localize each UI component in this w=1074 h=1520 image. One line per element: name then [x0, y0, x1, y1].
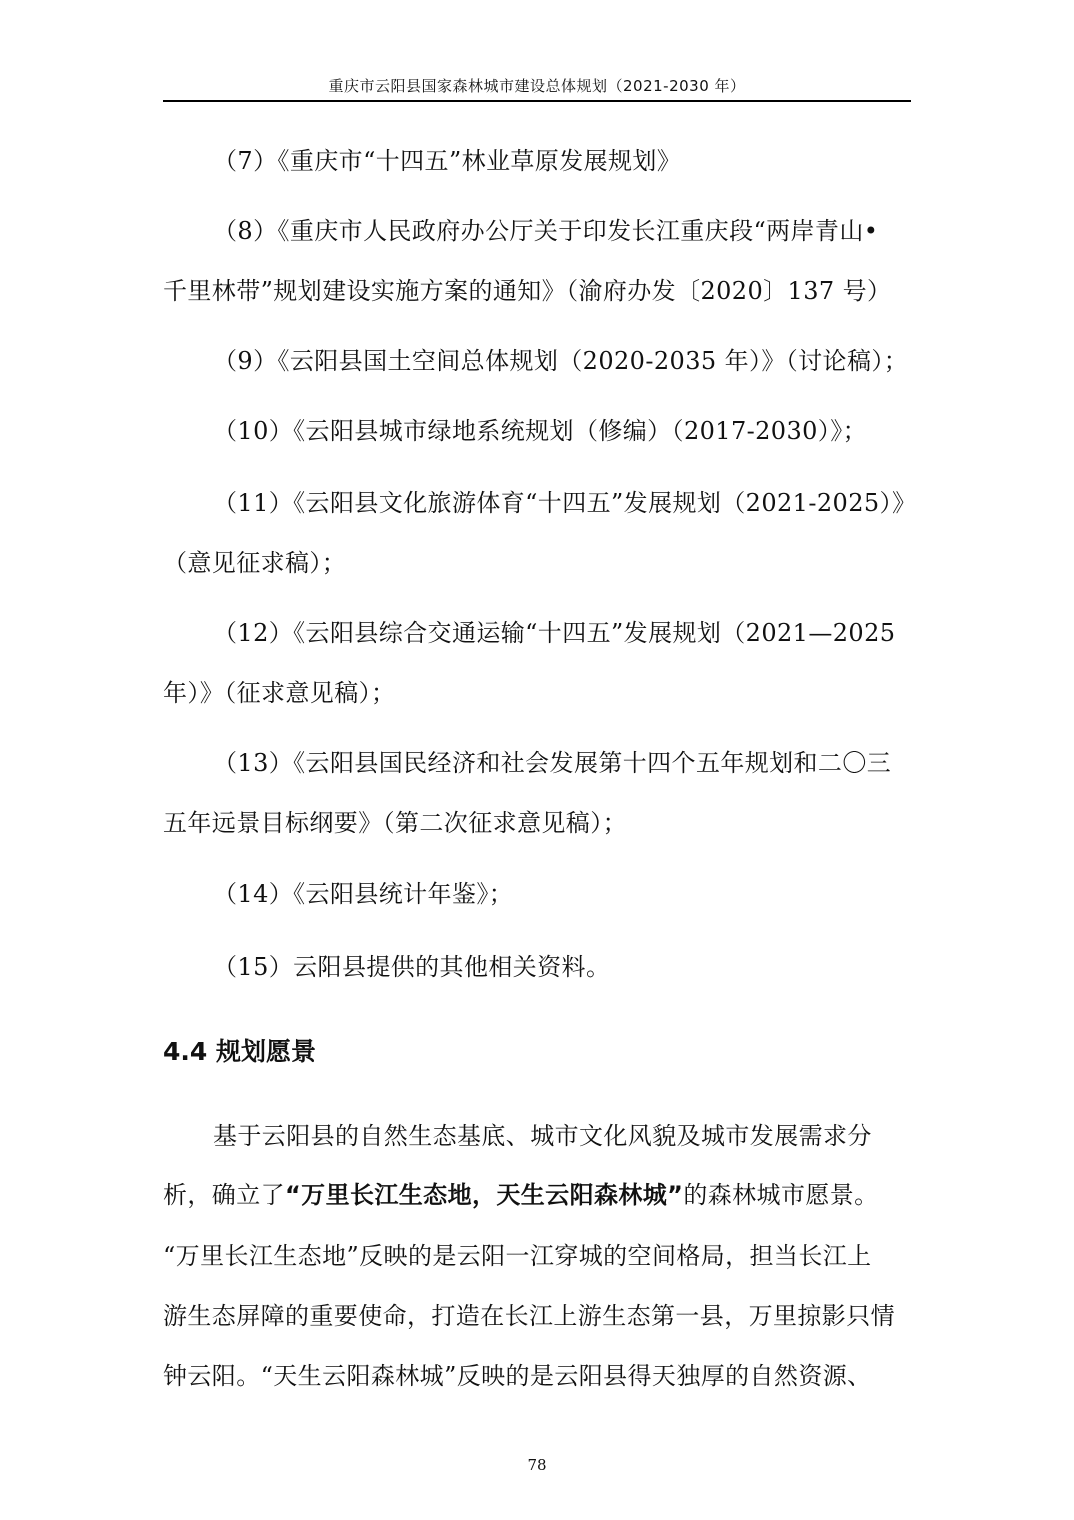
vision-line-2-suffix: 的森林城市愿景。: [683, 1181, 879, 1209]
vision-paragraph-line-1: 基于云阳县的自然生态基底、城市文化风貌及城市发展需求分: [213, 1122, 872, 1150]
reference-item-13-line-1: （13）《云阳县国民经济和社会发展第十四个五年规划和二〇三: [213, 749, 892, 777]
reference-item-14: （14）《云阳县统计年鉴》；: [213, 880, 514, 908]
vision-paragraph-line-3: “万里长江生态地”反映的是云阳一江穿城的空间格局，担当长江上: [163, 1242, 872, 1270]
vision-paragraph-line-4: 游生态屏障的重要使命，打造在长江上游生态第一县，万里掠影只情: [163, 1302, 895, 1330]
reference-item-8-line-1: （8）《重庆市人民政府办公厅关于印发长江重庆段“两岸青山•: [213, 217, 879, 245]
reference-item-11-line-2: （意见征求稿）；: [163, 549, 347, 577]
reference-item-11-line-1: （11）《云阳县文化旅游体育“十四五”发展规划（2021-2025）》: [213, 489, 917, 517]
section-heading: 4.4 规划愿景: [163, 1037, 316, 1066]
reference-item-8-line-2: 千里林带”规划建设实施方案的通知》（渝府办发〔2020〕137 号）: [163, 277, 892, 305]
reference-item-13-line-2: 五年远景目标纲要》（第二次征求意见稿）；: [163, 809, 627, 837]
page-number: 78: [527, 1456, 547, 1474]
reference-item-10: （10）《云阳县城市绿地系统规划（修编）（2017-2030）》；: [213, 417, 868, 445]
vision-line-2-prefix: 析，确立了: [163, 1181, 285, 1209]
vision-paragraph-line-5: 钟云阳。“天生云阳森林城”反映的是云阳县得天独厚的自然资源、: [163, 1362, 872, 1390]
page-header: [163, 74, 911, 102]
reference-item-7: （7）《重庆市“十四五”林业草原发展规划》: [213, 147, 682, 175]
vision-slogan: “万里长江生态地，天生云阳森林城”: [285, 1181, 684, 1209]
vision-paragraph-line-2: [163, 1178, 911, 1212]
reference-item-9: （9）《云阳县国土空间总体规划（2020-2035 年）》（讨论稿）；: [213, 347, 909, 375]
reference-item-12-line-1: （12）《云阳县综合交通运输“十四五”发展规划（2021—2025: [213, 619, 896, 647]
reference-item-12-line-2: 年）》（征求意见稿）；: [163, 679, 396, 707]
header-title: 重庆市云阳县国家森林城市建设总体规划（2021-2030 年）: [328, 77, 746, 95]
reference-item-15: （15）云阳县提供的其他相关资料。: [213, 953, 611, 981]
